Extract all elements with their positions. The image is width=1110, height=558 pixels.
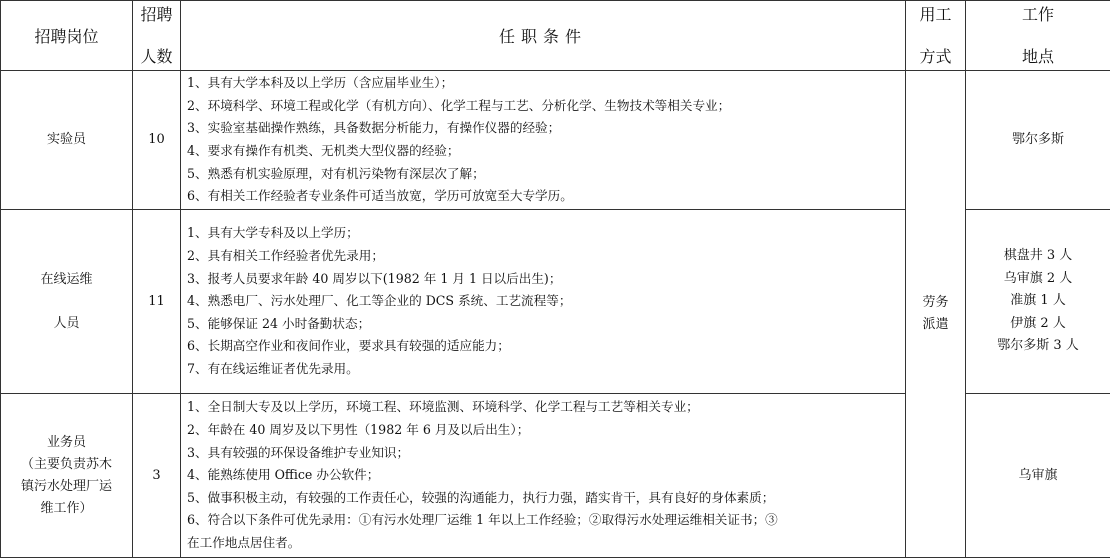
position-cell: 在线运维 人员 xyxy=(1,210,133,394)
header-count: 招聘 人数 xyxy=(133,1,181,71)
table-row xyxy=(1,71,1110,210)
location-cell: 棋盘井 3 人 乌审旗 2 人 准旗 1 人 伊旗 2 人 鄂尔多斯 3 人 xyxy=(966,210,1110,394)
location-cell: 鄂尔多斯 xyxy=(966,71,1110,210)
count-cell: 3 xyxy=(133,394,181,558)
header-employment-type: 用工 方式 xyxy=(906,1,966,71)
requirements-cell: 1、具有大学专科及以上学历； 2、具有相关工作经验者优先录用； 3、报考人员要求年龄 40 周岁以下(1982 年 1 月 1 日以后出生)； 4、熟悉电厂、污水处理厂、化工等企业的 DCS 系统、工艺流程等； 5、能够保证 24 小时备勤状态； 6、长期高空作业和夜间作业，要求具有较强的适应能力； 7、有在线运维证者优先录用。 xyxy=(181,210,906,394)
requirements-cell: 1、具有大学本科及以上学历（含应届毕业生）； 2、环境科学、环境工程或化学（有机方向）、化学工程与工艺、分析化学、生物技术等相关专业； 3、实验室基础操作熟练，具备数据分析能力，有操作仪器的经验； 4、要求有操作有机类、无机类大型仪器的经验； 5、熟悉有机实验原理，对有机污染物有深层次了解； 6、有相关工作经验者专业条件可适当放宽，学历可放宽至大专学历。 xyxy=(181,71,906,210)
header-row xyxy=(1,1,1110,71)
count-cell: 10 xyxy=(133,71,181,210)
position-cell: 业务员 （主要负责苏木 镇污水处理厂运 维工作） xyxy=(1,394,133,558)
header-position: 招聘岗位 xyxy=(1,1,133,71)
requirements-cell: 1、全日制大专及以上学历，环境工程、环境监测、环境科学、化学工程与工艺等相关专业； 2、年龄在 40 周岁及以下男性（1982 年 6 月及以后出生）； 3、具有较强的环保设备维护专业知识； 4、能熟练使用 Office 办公软件； 5、做事积极主动，有较强的工作责任心，较强的沟通能力，执行力强，踏实肯干，具有良好的身体素质； 6、符合以下条件可优先录用：①有污水处理厂运维 1 年以上工作经验；②取得污水处理运维相关证书；③ 在工作地点居住者。 xyxy=(181,394,906,558)
position-cell: 实验员 xyxy=(1,71,133,210)
count-cell: 11 xyxy=(133,210,181,394)
location-cell: 乌审旗 xyxy=(966,394,1110,558)
header-conditions: 任职条件 xyxy=(181,1,906,71)
employment-type-cell: 劳务 派遣 xyxy=(906,71,966,558)
header-work-location: 工作 地点 xyxy=(966,1,1110,71)
